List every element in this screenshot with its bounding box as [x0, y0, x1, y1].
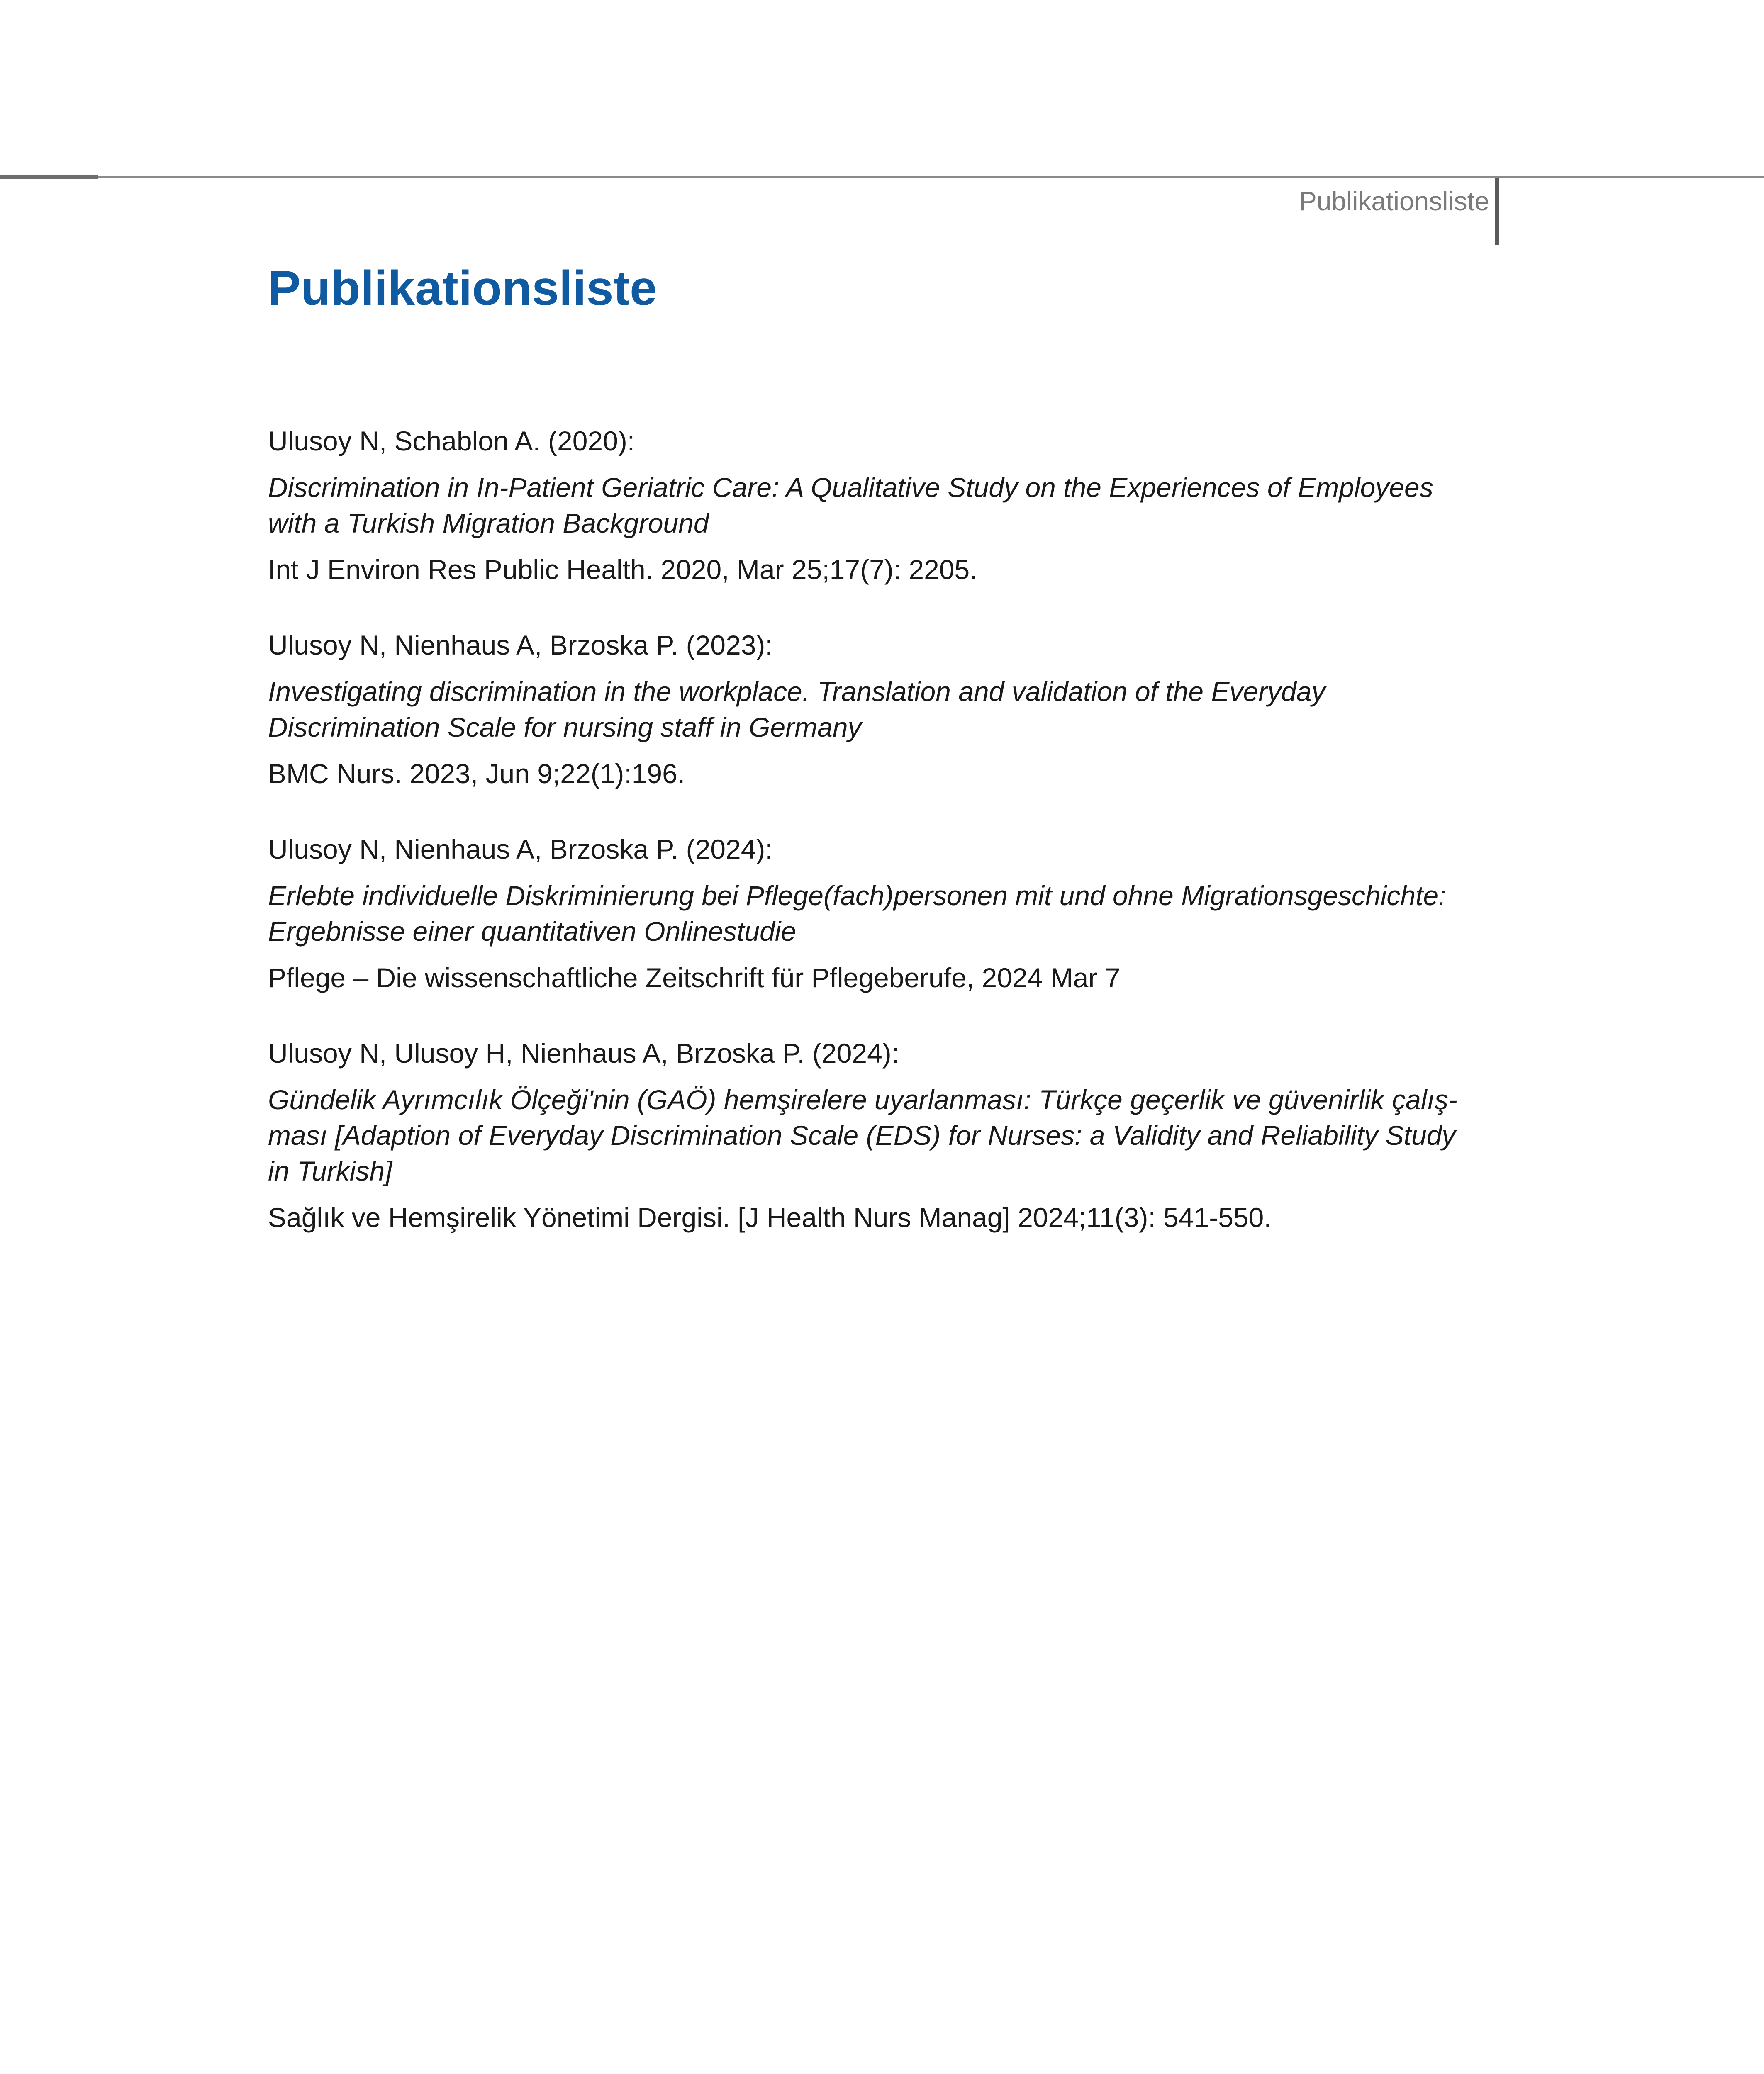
publication-source: BMC Nurs. 2023, Jun 9;22(1):196.	[268, 758, 685, 789]
publication-item	[268, 1035, 1484, 1235]
publication-title: Erlebte individuelle Diskriminierung bei Pflege(fach)personen mit und ohne Migrationsgeschichte: Ergebnisse einer quantitativen Onlinestudie	[268, 880, 1446, 947]
publication-source: Int J Environ Res Public Health. 2020, Mar 25;17(7): 2205.	[268, 554, 977, 585]
publication-title: Discrimination in In-Patient Geriatric Care: A Qualitative Study on the Experiences of Employees with a Turkish Migration Background	[268, 472, 1433, 538]
page-title: Publikationsliste	[268, 261, 657, 316]
publication-authors: Ulusoy N, Ulusoy H, Nienhaus A, Brzoska P. (2024):	[268, 1038, 899, 1069]
publication-item	[268, 831, 1484, 996]
publication-title: Gündelik Ayrımcılık Ölçeği'nin (GAÖ) hemşirelere uyarlanması: Türkçe geçerlik ve güvenirlik çalış- ması [Adaption of Everyday Discrimination Scale (EDS) for Nurses: a Validity and Reliability Study in Turkish]	[268, 1084, 1457, 1186]
publication-source: Sağlık ve Hemşirelik Yönetimi Dergisi. [J Health Nurs Manag] 2024;11(3): 541-550.	[268, 1202, 1272, 1233]
publication-authors: Ulusoy N, Schablon A. (2020):	[268, 426, 635, 456]
publication-item	[268, 627, 1484, 791]
publication-item	[268, 423, 1484, 587]
running-head-bar	[1495, 178, 1499, 245]
header-rule	[0, 176, 1764, 178]
header-rule-accent	[0, 175, 98, 179]
publication-authors: Ulusoy N, Nienhaus A, Brzoska P. (2024):	[268, 834, 773, 864]
publication-authors: Ulusoy N, Nienhaus A, Brzoska P. (2023):	[268, 630, 773, 660]
running-head: Publikationsliste	[1299, 186, 1489, 216]
publication-list	[268, 423, 1484, 1275]
publication-title: Investigating discrimination in the workplace. Translation and validation of the Everyday Discrimination Scale for nursing staff in Germany	[268, 676, 1325, 742]
publication-source: Pflege – Die wissenschaftliche Zeitschrift für Pflegeberufe, 2024 Mar 7	[268, 962, 1121, 993]
